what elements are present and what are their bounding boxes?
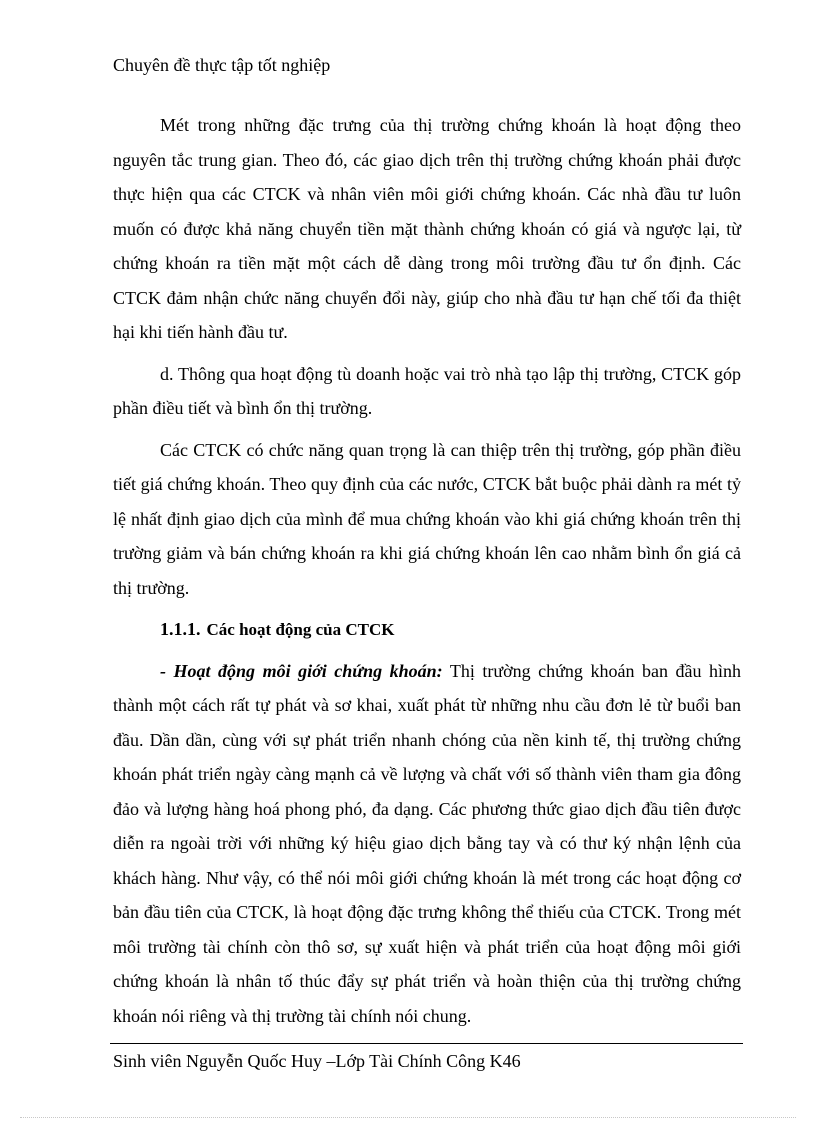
paragraph-price-regulation: Các CTCK có chức năng quan trọng là can thiệp trên thị trường, góp phần điều tiết giá chứng khoán. Theo quy định của các nước, CTCK bắt buộc phải dành ra mét tỷ lệ nhất định giao dịch của mình để mua chứng khoán vào khi giá chứng khoán trên thị trường giảm và bán chứng khoán ra khi giá chứng khoán lên cao nhằm bình ổn giá cả thị trường. — [113, 439, 741, 598]
brokerage-text: Thị trường chứng khoán ban đầu hình thành một cách rất tự phát và sơ khai, xuất phát từ những nhu cầu đơn lẻ từ buổi ban đầu. Dần dần, cùng với sự phát triển nhanh chóng của nền kinh tế, thị trường chứng khoán phát triển ngày càng mạnh cả về lượng và chất với số thành viên tham gia đông đảo và lượng hàng hoá phong phó, đa dạng. Các phương thức giao dịch đầu tiên được diễn ra ngoài trời với những ký hiệu giao dịch bằng tay và có thư ký nhận lệnh của khách hàng. Như vậy, có thể nói môi giới chứng khoán là mét trong các hoạt động cơ bản đầu tiên của CTCK, là hoạt động đặc trưng không thể thiếu của CTCK. Trong mét môi trường tài chính còn thô sơ, sự xuất hiện và phát triển của hoạt động môi giới chứng khoán là nhân tố thúc đẩy sự phát triển và hoàn thiện của thị trường chứng khoán nói riêng và thị trường tài chính nói chung. — [113, 660, 742, 1026]
footer-divider — [110, 1043, 743, 1044]
brokerage-lead: - Hoạt động môi giới chứng khoán: — [160, 660, 443, 681]
section-number: 1.1.1. — [160, 619, 201, 639]
paragraph-market-stabilization: d. Thông qua hoạt động tù doanh hoặc vai trò nhà tạo lập thị trường, CTCK góp phần điều tiết và bình ổn thị trường. — [113, 363, 741, 418]
page-header: Chuyên đề thực tập tốt nghiệp — [113, 55, 331, 75]
page-bottom-edge — [20, 1117, 796, 1118]
section-heading — [113, 612, 741, 648]
page-footer: Sinh viên Nguyễn Quốc Huy –Lớp Tài Chính Công K46 — [113, 1051, 521, 1071]
paragraph-intermediary-principle: Mét trong những đặc trưng của thị trường chứng khoán là hoạt động theo nguyên tắc trung gian. Theo đó, các giao dịch trên thị trường chứng khoán phải được thực hiện qua các CTCK và nhân viên môi giới chứng khoán. Các nhà đầu tư luôn muốn có được khả năng chuyển tiền mặt thành chứng khoán có giá và ngược lại, từ chứng khoán ra tiền mặt một cách dễ dàng trong môi trường đầu tư ổn định. Các CTCK đảm nhận chức năng chuyển đổi này, giúp cho nhà đầu tư hạn chế tối đa thiệt hại khi tiến hành đầu tư. — [113, 115, 741, 342]
paragraph-brokerage — [113, 654, 741, 1034]
section-title: Các hoạt động của CTCK — [206, 620, 395, 639]
document-body — [113, 108, 741, 1040]
